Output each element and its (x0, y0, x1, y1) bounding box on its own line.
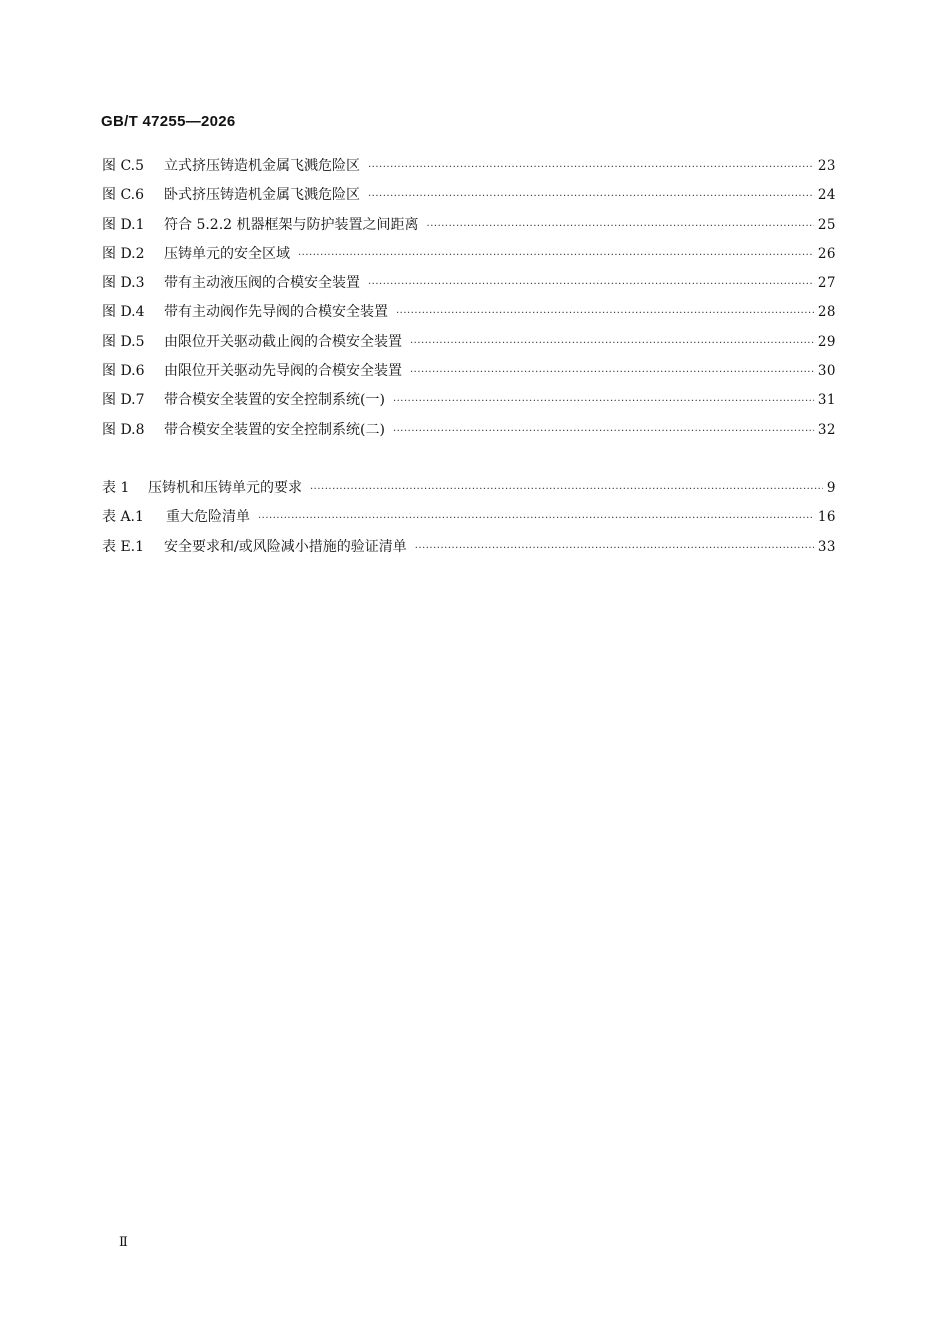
toc-entry[interactable] (102, 272, 836, 301)
entry-label: 图 D.3 (102, 275, 145, 292)
entry-title: 立式挤压铸造机金属飞溅危险区 (164, 158, 360, 174)
entry-title: 卧式挤压铸造机金属飞溅危险区 (164, 187, 360, 204)
entry-label: 图 D.1 (102, 216, 145, 233)
leader-dots (298, 244, 814, 267)
table-list (102, 477, 836, 565)
leader-dots (368, 185, 814, 208)
toc-entry[interactable] (102, 184, 836, 213)
toc-entry[interactable] (102, 536, 836, 565)
leader-dots (427, 215, 814, 238)
entry-label: 图 D.4 (102, 304, 145, 321)
leader-dots (396, 302, 814, 325)
toc-entry[interactable] (102, 331, 836, 360)
entry-label: 表 1 (102, 480, 130, 496)
entry-page: 29 (817, 333, 836, 350)
leader-dots (393, 420, 814, 443)
entry-title: 重大危险清单 (166, 509, 250, 526)
toc-entry[interactable] (102, 389, 836, 418)
leader-dots (393, 390, 814, 413)
leader-dots (258, 507, 814, 530)
entry-label: 图 D.8 (102, 421, 145, 438)
entry-page: 25 (817, 216, 836, 233)
entry-title: 带合模安全装置的安全控制系统(一) (164, 392, 385, 409)
entry-page: 27 (817, 275, 836, 292)
toc-entry[interactable] (102, 360, 836, 389)
entry-title: 符合 5.2.2 机器框架与防护装置之间距离 (164, 216, 419, 233)
entry-page: 23 (817, 158, 836, 174)
toc-entry[interactable] (102, 301, 836, 330)
entry-title: 带有主动液压阀的合模安全装置 (164, 275, 360, 292)
entry-label: 图 C.5 (102, 158, 145, 174)
entry-page: 9 (826, 480, 836, 496)
entry-title: 压铸单元的安全区域 (164, 245, 290, 262)
page-number: Ⅱ (119, 1234, 128, 1249)
entry-label: 图 D.2 (102, 245, 145, 262)
leader-dots (368, 156, 814, 179)
entry-page: 26 (817, 245, 836, 262)
leader-dots (415, 537, 814, 560)
entry-page: 32 (817, 421, 836, 438)
entry-label: 图 C.6 (102, 187, 145, 204)
leader-dots (410, 332, 814, 355)
toc-entry[interactable] (102, 155, 836, 184)
toc-entry[interactable] (102, 214, 836, 243)
entry-title: 由限位开关驱动先导阀的合模安全装置 (164, 363, 402, 380)
entry-title: 带有主动阀作先导阀的合模安全装置 (164, 304, 388, 321)
entry-label: 表 A.1 (102, 509, 144, 526)
entry-label: 图 D.5 (102, 333, 145, 350)
standard-code-header: GB/T 47255—2026 (101, 113, 236, 130)
entry-title: 带合模安全装置的安全控制系统(二) (164, 421, 385, 438)
entry-label: 表 E.1 (102, 538, 145, 555)
entry-title: 压铸机和压铸单元的要求 (148, 480, 302, 496)
entry-label: 图 D.6 (102, 363, 145, 380)
entry-page: 31 (817, 392, 836, 409)
leader-dots (410, 361, 814, 384)
entry-title: 安全要求和/或风险减小措施的验证清单 (164, 538, 407, 555)
toc-entry[interactable] (102, 477, 836, 506)
leader-dots (310, 478, 823, 501)
entry-page: 24 (817, 187, 836, 204)
entry-label: 图 D.7 (102, 392, 145, 409)
leader-dots (368, 273, 814, 296)
entry-page: 30 (817, 363, 836, 380)
toc-entry[interactable] (102, 506, 836, 535)
entry-title: 由限位开关驱动截止阀的合模安全装置 (164, 333, 402, 350)
toc-entry[interactable] (102, 419, 836, 448)
toc-entry[interactable] (102, 243, 836, 272)
entry-page: 28 (817, 304, 836, 321)
entry-page: 33 (817, 538, 836, 555)
figure-list (102, 155, 836, 448)
entry-page: 16 (817, 509, 836, 526)
